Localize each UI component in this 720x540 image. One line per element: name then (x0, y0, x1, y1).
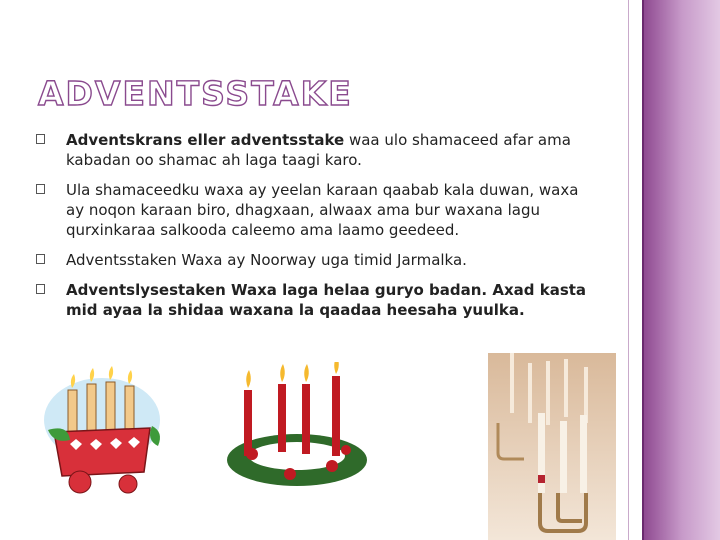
advent-wreath-image (222, 362, 372, 492)
side-divider-line (628, 0, 629, 540)
checkbox-bullet-icon (36, 254, 45, 264)
bullet-item (36, 130, 596, 170)
cartoon-advent-candles-image (40, 360, 170, 500)
bullet-item (36, 280, 596, 320)
side-decoration-panel (642, 0, 720, 540)
bullet-strong-text: Adventslysestaken Waxa laga helaa guryo badan. Axad kasta mid ayaa la shidaa waxana la qaadaa heesaha yuulka. (66, 281, 587, 319)
checkbox-bullet-icon (36, 184, 45, 194)
bullet-strong-text: Adventskrans eller adventsstake (66, 131, 345, 149)
bullet-list (36, 130, 596, 330)
candle-holders-photo (488, 353, 616, 540)
bullet-text: waa ulo shamaceed afar ama kabadan oo shamac ah laga taagi karo. (66, 131, 571, 169)
checkbox-bullet-icon (36, 134, 45, 144)
checkbox-bullet-icon (36, 284, 45, 294)
bullet-item (36, 180, 596, 240)
bullet-text: Adventsstaken Waxa ay Noorway uga timid Jarmalka. (66, 251, 467, 269)
slide-title: ADVENTSSTAKE (38, 74, 353, 113)
bullet-item (36, 250, 596, 270)
bullet-text: Ula shamaceedku waxa ay yeelan karaan qaabab kala duwan, waxa ay noqon karaan biro, dhagxaan, alwaax ama bur waxana lagu qurxinkaraa salkooda caleemo ama laamo geedeed. (66, 181, 579, 239)
